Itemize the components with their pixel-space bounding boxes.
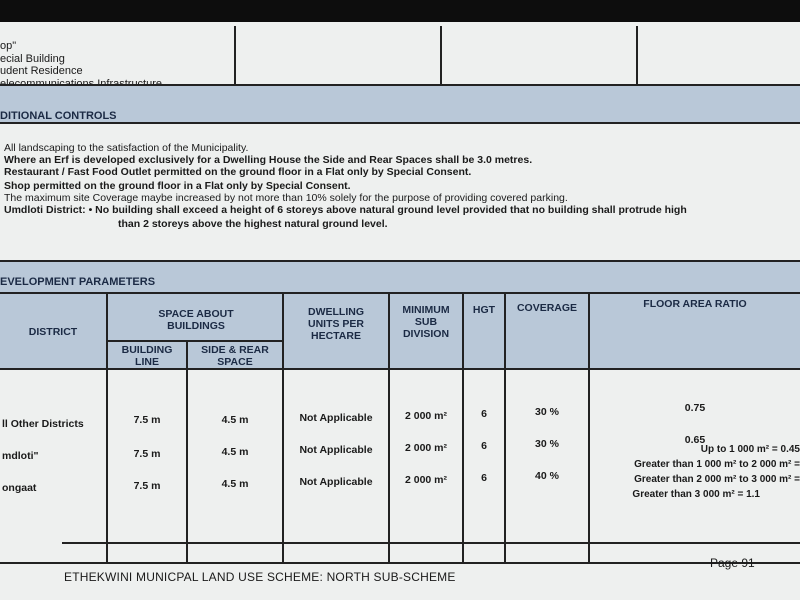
page-number: Page 91 (710, 556, 755, 570)
header-minimum: MINIMUM (402, 304, 450, 316)
row-side-space: 4.5 m (221, 478, 249, 490)
document-page (0, 22, 800, 600)
row-coverage: 30 % (535, 406, 559, 418)
row-district: mdloti" (2, 450, 39, 462)
row-hgt: 6 (481, 440, 487, 452)
row-far: 0.65 (684, 434, 706, 446)
use-item: ecial Building (0, 52, 65, 65)
row-side-space: 4.5 m (221, 446, 249, 458)
header-district: DISTRICT (28, 326, 78, 338)
control-line: Where an Erf is developed exclusively for a Dwelling House the Side and Rear Spaces shall be 3.0 metres. (4, 154, 533, 166)
row-coverage: 40 % (535, 470, 559, 482)
row-building-line: 7.5 m (133, 414, 161, 426)
params-title-band (0, 274, 800, 294)
header-dwelling-3: HECTARE (311, 330, 361, 342)
use-item: op" (0, 40, 17, 52)
header-floor-area-ratio: FLOOR AREA RATIO (643, 298, 747, 310)
far-line: Greater than 1 000 m² to 2 000 m² = (634, 459, 800, 470)
footer-title: ETHEKWINI MUNICPAL LAND USE SCHEME: NORTH SUB-SCHEME (64, 570, 456, 584)
control-line: Umdloti District: • No building shall exceed a height of 6 storeys above natural ground level provided that no building shall protrude high (4, 204, 687, 216)
control-line: Shop permitted on the ground floor in a Flat only by Special Consent. (4, 180, 351, 192)
header-dwelling-2: UNITS PER (307, 318, 364, 330)
header-coverage: COVERAGE (516, 302, 578, 314)
far-tongaat (600, 442, 800, 502)
row-subdivision: 2 000 m² (404, 474, 448, 486)
row-dwelling: Not Applicable (299, 444, 373, 456)
row-side-space: 4.5 m (221, 414, 249, 426)
header-hgt: HGT (472, 304, 496, 316)
header-side-rear: SIDE & REAR (201, 344, 269, 356)
header-minimum-3: DIVISION (402, 328, 450, 340)
header-space-2: BUILDINGS (167, 320, 225, 332)
row-building-line: 7.5 m (133, 448, 161, 460)
controls-header (0, 84, 800, 124)
use-list (0, 40, 162, 90)
control-line: than 2 storeys above the highest natural ground level. (118, 218, 388, 230)
header-minimum-2: SUB (414, 316, 438, 328)
header-space: SPACE ABOUT (158, 308, 234, 320)
row-hgt: 6 (481, 408, 487, 420)
header-building: BUILDING (121, 344, 173, 356)
far-line: Up to 1 000 m² = 0.45 (700, 444, 800, 455)
params-title: EVELOPMENT PARAMETERS (0, 276, 156, 288)
far-line: Greater than 3 000 m² = 1.1 (632, 489, 760, 500)
control-line: Restaurant / Fast Food Outlet permitted on the ground floor in a Flat only by Special Consent. (4, 166, 472, 178)
row-dwelling: Not Applicable (299, 412, 373, 424)
row-coverage: 30 % (535, 438, 559, 450)
header-building-2: LINE (135, 356, 159, 368)
header-dwelling: DWELLING (308, 306, 364, 318)
use-table-fragment (0, 26, 800, 86)
row-dwelling: Not Applicable (299, 476, 373, 488)
control-line: The maximum site Coverage maybe increased by not more than 10% solely for the purpose of providing covered parking. (4, 192, 568, 204)
controls-title: DITIONAL CONTROLS (0, 110, 117, 122)
additional-controls (0, 126, 800, 262)
row-far: 0.75 (684, 402, 706, 414)
far-line: Greater than 2 000 m² to 3 000 m² = (634, 474, 800, 485)
footer-rule (62, 542, 800, 544)
control-line: All landscaping to the satisfaction of the Municipality. (4, 142, 249, 154)
parameters-table (0, 292, 800, 564)
row-subdivision: 2 000 m² (404, 410, 448, 422)
header-side-rear-2: SPACE (217, 356, 253, 368)
use-item: udent Residence (0, 65, 83, 77)
row-building-line: 7.5 m (133, 480, 161, 492)
row-hgt: 6 (481, 472, 487, 484)
row-subdivision: 2 000 m² (404, 442, 448, 454)
row-district: ll Other Districts (2, 418, 84, 430)
row-district: ongaat (2, 482, 37, 494)
